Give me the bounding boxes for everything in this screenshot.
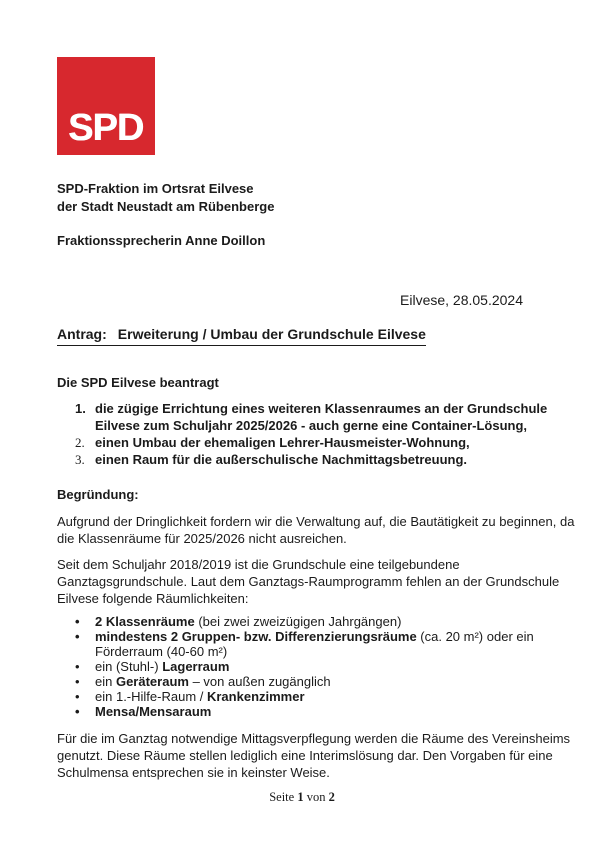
text-line bbox=[95, 400, 547, 417]
bullet-icon: • bbox=[75, 629, 80, 644]
text-line bbox=[95, 644, 547, 659]
text-segment: einen Umbau der ehemaligen Lehrer-Hausmeister-Wohnung, bbox=[95, 435, 470, 450]
text-segment: Krankenzimmer bbox=[206, 689, 305, 704]
list-number: 3. bbox=[75, 452, 85, 467]
text-segment: die zügige Errichtung eines weiteren Klassenraumes an der Grundschule bbox=[95, 401, 548, 416]
sender-org-line-1: SPD-Fraktion im Ortsrat Eilvese bbox=[57, 181, 254, 196]
text-line bbox=[95, 704, 547, 719]
text-line: Schulmensa entsprechen sie in keinster Weise. bbox=[57, 765, 330, 780]
subject-label: Antrag: bbox=[57, 326, 107, 342]
request-numbered-list bbox=[57, 400, 547, 468]
justification-paragraph-2 bbox=[57, 556, 560, 607]
room-list-item bbox=[57, 689, 547, 704]
text-line: Aufgrund der Dringlichkeit fordern wir die Verwaltung auf, die Bautätigkeit zu beginnen, da bbox=[57, 514, 575, 529]
list-item-text bbox=[95, 614, 547, 629]
text-segment: Förderraum (40-60 m²) bbox=[95, 644, 228, 659]
bullet-icon: • bbox=[75, 689, 80, 704]
sender-spokesperson: Fraktionssprecherin Anne Doillon bbox=[57, 233, 266, 248]
list-number: 1. bbox=[75, 401, 86, 416]
text-line bbox=[95, 629, 547, 644]
list-item-text bbox=[95, 434, 547, 451]
list-item-text bbox=[95, 400, 547, 434]
room-list-item bbox=[57, 704, 547, 719]
text-segment: 2 bbox=[328, 790, 335, 804]
spd-logo-text: SPD bbox=[68, 107, 144, 149]
text-segment: ein 1.-Hilfe-Raum / bbox=[95, 689, 207, 704]
request-item bbox=[57, 400, 547, 434]
text-line: die Klassenräume für 2025/2026 nicht ausreichen. bbox=[57, 531, 347, 546]
spd-logo bbox=[57, 57, 155, 155]
dateline: Eilvese, 28.05.2024 bbox=[400, 292, 523, 308]
text-segment: ein bbox=[95, 674, 116, 689]
text-line: Eilvese folgende Räumlichkeiten: bbox=[57, 591, 249, 606]
bullet-icon: • bbox=[75, 704, 80, 719]
text-line bbox=[95, 451, 547, 468]
text-segment: (bei zwei zweizügigen Jahrgängen) bbox=[194, 614, 402, 629]
text-segment: Mensa/Mensaraum bbox=[95, 704, 212, 719]
text-line bbox=[95, 659, 547, 674]
text-segment: – von außen zugänglich bbox=[188, 674, 331, 689]
text-line bbox=[95, 417, 547, 434]
text-segment: 1 bbox=[297, 790, 304, 804]
text-segment: ein (Stuhl-) bbox=[95, 659, 163, 674]
text-line bbox=[95, 689, 547, 704]
subject-row bbox=[57, 325, 547, 346]
text-line: genutzt. Diese Räume stellen lediglich eine Interimslösung dar. Den Vorgaben für eine bbox=[57, 748, 553, 763]
sender-block bbox=[57, 180, 547, 250]
text-segment: 2 Klassenräume bbox=[95, 614, 195, 629]
text-line bbox=[95, 674, 547, 689]
subject-title: Erweiterung / Umbau der Grundschule Eilvese bbox=[117, 326, 426, 342]
page-footer bbox=[57, 790, 547, 804]
text-line bbox=[95, 434, 547, 451]
sender-org-line-2: der Stadt Neustadt am Rübenberge bbox=[57, 199, 275, 214]
text-segment: Seite bbox=[269, 790, 298, 804]
text-segment: Geräteraum bbox=[115, 674, 189, 689]
request-intro: Die SPD Eilvese beantragt bbox=[57, 375, 219, 390]
text-line: Für die im Ganztag notwendige Mittagsverpflegung werden die Räume des Vereinsheims bbox=[57, 731, 571, 746]
justification-paragraph-3 bbox=[57, 730, 571, 781]
bullet-icon: • bbox=[75, 614, 80, 629]
room-list-item bbox=[57, 614, 547, 629]
request-item bbox=[57, 451, 547, 468]
request-item bbox=[57, 434, 547, 451]
list-item-text bbox=[95, 451, 547, 468]
text-segment: Lagerraum bbox=[162, 659, 230, 674]
justification-paragraph-1 bbox=[57, 513, 575, 547]
list-number: 2. bbox=[75, 435, 85, 450]
room-list-item bbox=[57, 629, 547, 659]
bullet-icon: • bbox=[75, 674, 80, 689]
text-segment: von bbox=[303, 790, 329, 804]
text-line bbox=[95, 614, 547, 629]
list-item-text bbox=[95, 659, 547, 674]
text-segment: mindestens 2 Gruppen- bzw. Differenzierungsräume bbox=[95, 629, 417, 644]
list-item-text bbox=[95, 629, 547, 659]
list-item-text bbox=[95, 704, 547, 719]
text-line: Ganztagsgrundschule. Laut dem Ganztags-Raumprogramm fehlen an der Grundschule bbox=[57, 574, 560, 589]
missing-rooms-bullet-list bbox=[57, 614, 547, 719]
text-segment: Eilvese zum Schuljahr 2025/2026 - auch gerne eine Container-Lösung, bbox=[95, 418, 528, 433]
text-segment: einen Raum für die außerschulische Nachmittagsbetreuung. bbox=[95, 452, 468, 467]
room-list-item bbox=[57, 674, 547, 689]
room-list-item bbox=[57, 659, 547, 674]
bullet-icon: • bbox=[75, 659, 80, 674]
text-segment: (ca. 20 m²) oder ein bbox=[416, 629, 534, 644]
list-item-text bbox=[95, 674, 547, 689]
list-item-text bbox=[95, 689, 547, 704]
subject bbox=[57, 325, 426, 346]
justification-heading: Begründung: bbox=[57, 487, 139, 502]
text-line: Seit dem Schuljahr 2018/2019 ist die Grundschule eine teilgebundene bbox=[57, 557, 460, 572]
